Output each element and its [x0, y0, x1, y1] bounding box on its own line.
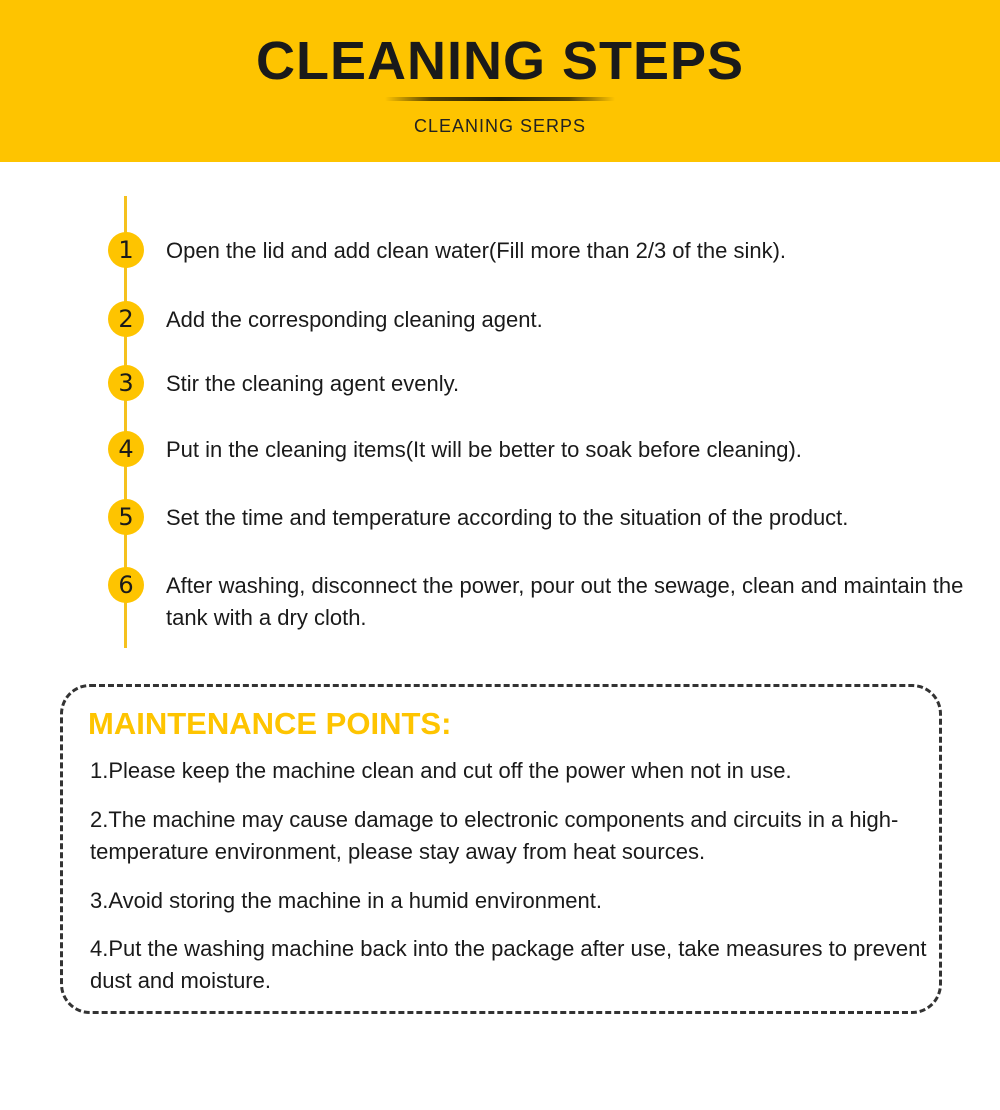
step-text: Put in the cleaning items(It will be better to soak before cleaning). [166, 437, 802, 462]
maintenance-point: 1.Please keep the machine clean and cut off the power when not in use. [90, 758, 792, 783]
step-number-badge: 1 [108, 232, 144, 268]
step-text: Set the time and temperature according to the situation of the product. [166, 505, 849, 530]
step-number-badge: 4 [108, 431, 144, 467]
maintenance-title: MAINTENANCE POINTS: [88, 706, 452, 741]
maintenance-point: 3.Avoid storing the machine in a humid environment. [90, 888, 602, 913]
step-text: After washing, disconnect the power, pour out the sewage, clean and maintain the tank with a dry cloth. [166, 573, 964, 630]
page-subtitle: CLEANING SERPS [413, 116, 587, 136]
step-text: Open the lid and add clean water(Fill more than 2/3 of the sink). [166, 238, 787, 263]
maintenance-point: 2.The machine may cause damage to electronic components and circuits in a high-temperature environment, please stay away from heat sources. [90, 807, 899, 864]
title-divider [385, 97, 615, 101]
step-number-badge: 2 [108, 301, 144, 337]
maintenance-point: 4.Put the washing machine back into the package after use, take measures to prevent dust and moisture. [90, 936, 927, 993]
step-text: Add the corresponding cleaning agent. [166, 307, 543, 332]
step-number-badge: 6 [108, 567, 144, 603]
step-text: Stir the cleaning agent evenly. [166, 371, 460, 396]
header-banner [0, 0, 1000, 162]
page-title: CLEANING STEPS [255, 31, 745, 91]
step-number-badge: 3 [108, 365, 144, 401]
step-number-badge: 5 [108, 499, 144, 535]
